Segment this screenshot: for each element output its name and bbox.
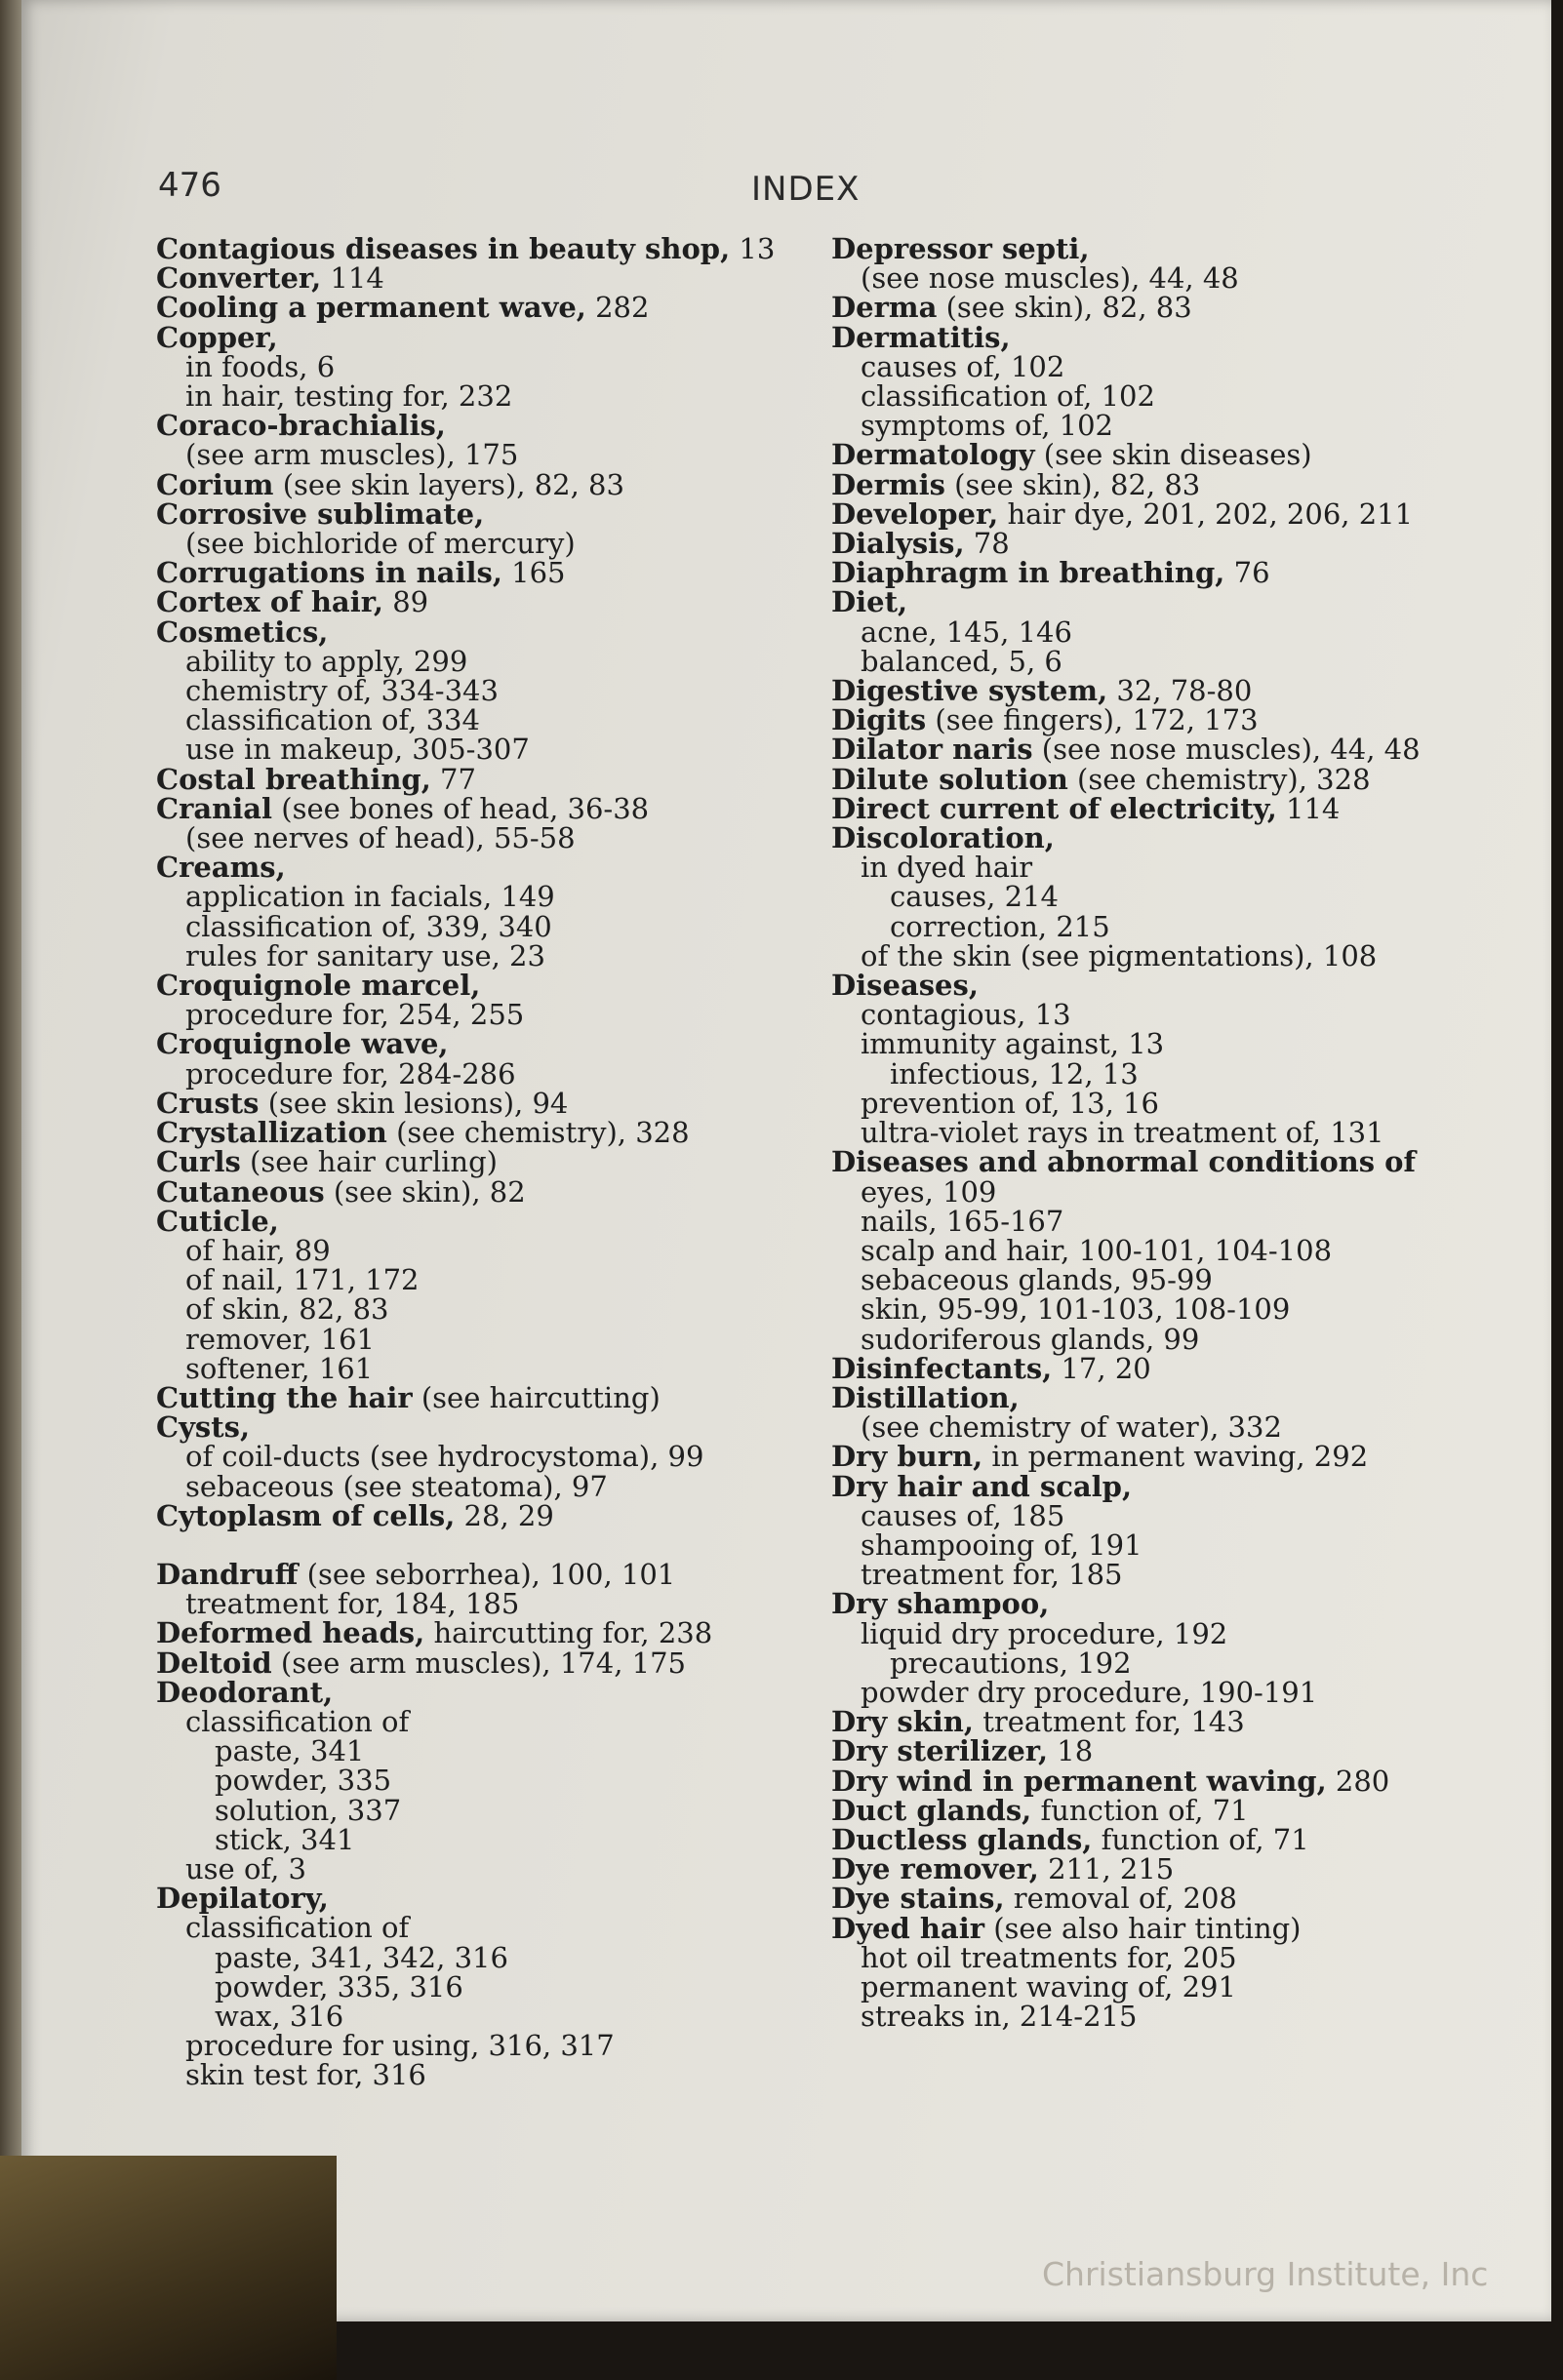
index-subentry <box>831 851 1504 885</box>
index-locator: correction, 215 <box>890 909 1110 943</box>
index-entry <box>831 556 1504 590</box>
index-locator: causes of, 185 <box>861 1498 1065 1532</box>
index-subentry <box>156 880 829 914</box>
index-term: Corium <box>156 467 274 501</box>
index-term: Cuticle, <box>156 1204 279 1238</box>
index-subentry <box>156 1734 829 1768</box>
index-locator: 28, 29 <box>455 1498 554 1532</box>
index-locator: 32, 78-80 <box>1107 674 1253 708</box>
index-term: Cooling a permanent wave, <box>156 291 586 325</box>
index-subentry <box>831 1027 1504 1061</box>
index-locator: of coil-ducts (see hydrocystoma), 99 <box>185 1440 704 1474</box>
index-entry <box>831 674 1504 708</box>
index-locator: (see skin diseases) <box>1034 438 1312 472</box>
index-entry <box>831 1469 1504 1503</box>
index-locator: solution, 337 <box>215 1793 402 1827</box>
index-entry <box>831 1145 1504 1179</box>
index-subentry <box>831 1174 1504 1209</box>
index-entry <box>831 1380 1504 1414</box>
index-locator: removal of, 208 <box>1004 1882 1237 1916</box>
index-subentry <box>156 1969 829 2003</box>
index-term: Cysts, <box>156 1410 251 1445</box>
index-subentry <box>156 1587 829 1621</box>
index-locator: scalp and hair, 100-101, 104-108 <box>861 1233 1333 1267</box>
index-locator: (see chemistry of water), 332 <box>861 1410 1282 1445</box>
index-subentry <box>831 1616 1504 1650</box>
index-locator: (see nose muscles), 44, 48 <box>1032 733 1421 767</box>
index-entry <box>156 969 829 1003</box>
index-entry <box>831 467 1504 501</box>
index-locator: 114 <box>321 261 384 296</box>
index-term: Dandruff <box>156 1557 299 1591</box>
index-entry <box>156 234 829 263</box>
index-subentry <box>156 527 829 561</box>
index-locator: powder, 335 <box>215 1764 392 1798</box>
running-head: INDEX <box>751 170 861 209</box>
index-entry <box>831 1440 1504 1474</box>
index-entry <box>831 291 1504 325</box>
index-locator: (see haircutting) <box>412 1380 661 1414</box>
index-entry <box>156 1616 829 1650</box>
index-locator: classification of, 102 <box>861 379 1155 414</box>
index-locator: eyes, 109 <box>861 1174 997 1209</box>
index-subentry <box>156 1056 829 1091</box>
index-subentry <box>156 1292 829 1327</box>
index-entry <box>156 851 829 885</box>
index-locator: in permanent waving, 292 <box>982 1440 1369 1474</box>
index-subentry <box>156 644 829 678</box>
index-subentry <box>156 998 829 1032</box>
index-entry <box>831 1766 1504 1796</box>
index-term: Dry skin, <box>831 1705 974 1739</box>
watermark: Christiansburg Institute, Inc <box>1042 2255 1489 2293</box>
index-subentry <box>831 938 1504 972</box>
index-locator: (see seborrhea), 100, 101 <box>298 1557 676 1591</box>
index-term: Dilute solution <box>831 762 1068 796</box>
index-locator: use in makeup, 305-307 <box>185 733 530 767</box>
index-locator: ability to apply, 299 <box>185 644 468 678</box>
index-locator: powder, 335, 316 <box>215 1969 463 2003</box>
index-locator: (see chemistry), 328 <box>1067 762 1371 796</box>
index-subentry <box>831 1086 1504 1120</box>
index-subentry <box>156 733 829 767</box>
index-entry <box>831 527 1504 561</box>
index-entry <box>156 762 829 796</box>
index-term: Dry hair and scalp, <box>831 1469 1133 1503</box>
index-subentry <box>831 1056 1504 1091</box>
index-term: Direct current of electricity, <box>831 791 1277 825</box>
index-term: Corrosive sublimate, <box>156 496 485 531</box>
index-subentry <box>831 998 1504 1032</box>
index-locator: function of, 71 <box>1092 1822 1309 1856</box>
index-entry <box>156 1648 829 1678</box>
index-subentry <box>831 880 1504 914</box>
page-corner-shadow <box>0 2156 337 2380</box>
index-entry <box>156 261 829 296</box>
index-term: Cosmetics, <box>156 615 329 649</box>
index-locator: hot oil treatments for, 205 <box>861 1940 1237 1974</box>
index-entry <box>831 791 1504 825</box>
index-subentry <box>831 379 1504 414</box>
index-locator: classification of, 334 <box>185 703 480 737</box>
index-entry <box>156 1145 829 1179</box>
index-term: Contagious diseases in beauty shop, <box>156 232 731 265</box>
index-term: Dilator naris <box>831 733 1033 767</box>
index-entry <box>831 320 1504 354</box>
index-subentry <box>831 1527 1504 1562</box>
index-column-right <box>831 232 1504 2034</box>
index-subentry <box>831 349 1504 383</box>
index-locator: 17, 20 <box>1052 1351 1151 1385</box>
index-locator: function of, 71 <box>1031 1793 1249 1827</box>
index-locator: 280 <box>1326 1764 1390 1798</box>
index-entry <box>831 1351 1504 1385</box>
index-entry <box>156 291 829 325</box>
index-subentry <box>156 1469 829 1503</box>
index-locator: rules for sanitary use, 23 <box>185 938 545 972</box>
index-locator: of hair, 89 <box>185 1233 331 1267</box>
index-term: Dry sterilizer, <box>831 1734 1049 1768</box>
index-locator: in foods, 6 <box>185 349 336 383</box>
index-locator: (see skin), 82 <box>324 1174 526 1209</box>
index-locator: acne, 145, 146 <box>861 615 1072 649</box>
index-entry <box>156 1204 829 1238</box>
index-subentry <box>156 1793 829 1827</box>
index-term: Cutting the hair <box>156 1380 413 1414</box>
index-term: Derma <box>831 291 938 325</box>
index-entry <box>156 1557 829 1591</box>
index-subentry <box>831 1940 1504 1974</box>
index-term: Curls <box>156 1145 241 1179</box>
index-subentry <box>156 349 829 383</box>
index-locator: 13 <box>730 232 776 265</box>
index-subentry <box>156 1822 829 1856</box>
index-entry <box>156 1174 829 1209</box>
index-entry <box>156 556 829 590</box>
index-locator: 282 <box>585 291 650 325</box>
index-entry <box>156 1086 829 1120</box>
index-subentry <box>831 644 1504 678</box>
index-entry <box>831 1854 1504 1884</box>
index-entry <box>156 1116 829 1150</box>
index-locator: chemistry of, 334-343 <box>185 674 499 708</box>
index-locator: liquid dry procedure, 192 <box>861 1616 1228 1650</box>
index-term: Digits <box>831 703 927 737</box>
index-subentry <box>831 1204 1504 1238</box>
index-entry <box>156 1675 829 1709</box>
index-entry <box>156 467 829 501</box>
index-term: Dermis <box>831 467 945 501</box>
index-entry <box>156 585 829 619</box>
index-entry <box>156 409 829 443</box>
index-entry <box>831 1734 1504 1768</box>
index-subentry <box>156 1233 829 1267</box>
index-entry <box>156 791 829 825</box>
index-locator: 76 <box>1224 556 1270 590</box>
index-term: Costal breathing, <box>156 762 431 796</box>
index-entry <box>831 1882 1504 1916</box>
index-term: Dyed hair <box>831 1911 984 1945</box>
index-locator: haircutting for, 238 <box>424 1616 713 1650</box>
index-gap <box>156 1530 829 1560</box>
index-locator: (see hair curling) <box>240 1145 498 1179</box>
index-locator: (see arm muscles), 175 <box>185 438 519 472</box>
index-locator: use of, 3 <box>185 1851 306 1885</box>
index-term: Crusts <box>156 1086 260 1120</box>
index-term: Distillation, <box>831 1380 1020 1414</box>
index-locator: of skin, 82, 83 <box>185 1292 389 1327</box>
index-subentry <box>156 2058 829 2092</box>
index-entry <box>831 1587 1504 1621</box>
index-locator: procedure for, 284-286 <box>185 1056 516 1091</box>
index-locator: (see nerves of head), 55-58 <box>185 821 576 855</box>
index-term: Digestive system, <box>831 674 1108 708</box>
index-term: Coraco-brachialis, <box>156 409 446 443</box>
index-locator: of the skin (see pigmentations), 108 <box>861 938 1378 972</box>
index-term: Cytoplasm of cells, <box>156 1498 456 1532</box>
index-term: Corrugations in nails, <box>156 556 502 590</box>
index-subentry <box>831 1233 1504 1267</box>
index-subentry <box>831 1969 1504 2003</box>
index-term: Croquignole wave, <box>156 1027 449 1061</box>
index-entry <box>156 1410 829 1445</box>
index-locator: streaks in, 214-215 <box>861 2000 1138 2034</box>
index-locator: (see skin), 82, 83 <box>937 291 1192 325</box>
index-term: Converter, <box>156 261 322 296</box>
index-locator: wax, 316 <box>215 1999 344 2033</box>
index-term: Creams, <box>156 851 286 885</box>
index-locator: (see nose muscles), 44, 48 <box>861 261 1239 296</box>
index-subentry <box>156 909 829 943</box>
index-entry <box>831 703 1504 737</box>
index-term: Diaphragm in breathing, <box>831 556 1225 590</box>
index-locator: shampooing of, 191 <box>861 1527 1142 1562</box>
index-locator: 89 <box>383 585 429 619</box>
index-entry <box>156 617 829 647</box>
index-locator: skin test for, 316 <box>185 2058 426 2092</box>
index-subentry <box>156 1911 829 1945</box>
index-locator: infectious, 12, 13 <box>890 1056 1139 1091</box>
index-subentry <box>831 1116 1504 1150</box>
index-locator: (see chemistry), 328 <box>386 1116 690 1150</box>
index-locator: in hair, testing for, 232 <box>185 379 513 414</box>
index-locator: (see also hair tinting) <box>984 1911 1302 1945</box>
index-term: Discoloration, <box>831 821 1055 855</box>
index-term: Deformed heads, <box>156 1616 425 1650</box>
index-subentry <box>156 1704 829 1738</box>
index-entry <box>831 762 1504 796</box>
index-subentry <box>156 674 829 708</box>
index-locator: stick, 341 <box>215 1822 355 1856</box>
index-term: Deodorant, <box>156 1675 334 1709</box>
index-subentry <box>831 617 1504 647</box>
index-subentry <box>831 1292 1504 1327</box>
index-locator: ultra-violet rays in treatment of, 131 <box>861 1116 1384 1150</box>
index-locator: application in facials, 149 <box>185 880 555 914</box>
index-subentry <box>831 1498 1504 1532</box>
index-locator: treatment for, 143 <box>974 1705 1245 1739</box>
index-subentry <box>156 1764 829 1798</box>
index-entry <box>831 496 1504 531</box>
index-term: Dye remover, <box>831 1852 1039 1886</box>
index-locator: symptoms of, 102 <box>861 409 1113 443</box>
page-edge <box>0 0 21 2156</box>
index-locator: paste, 341 <box>215 1734 365 1768</box>
index-entry <box>831 1705 1504 1739</box>
index-term: Dry wind in permanent waving, <box>831 1764 1327 1798</box>
index-term: Diseases, <box>831 969 979 1003</box>
index-locator: sudoriferous glands, 99 <box>861 1322 1200 1356</box>
index-locator: in dyed hair <box>861 851 1033 885</box>
index-locator: (see bichloride of mercury) <box>185 527 576 561</box>
index-locator: (see fingers), 172, 173 <box>926 703 1259 737</box>
index-locator: treatment for, 184, 185 <box>185 1587 520 1621</box>
index-locator: (see bones of head, 36-38 <box>272 791 650 825</box>
index-locator: of nail, 171, 172 <box>185 1263 420 1297</box>
index-locator: remover, 161 <box>185 1322 375 1356</box>
index-entry <box>156 496 829 531</box>
index-term: Diseases and abnormal conditions of <box>831 1145 1417 1179</box>
index-locator: 165 <box>501 556 566 590</box>
index-term: Duct glands, <box>831 1793 1032 1827</box>
page-number: 476 <box>158 166 221 205</box>
index-entry <box>831 1793 1504 1827</box>
index-entry <box>831 823 1504 853</box>
index-term: Dermatitis, <box>831 320 1011 354</box>
index-term: Croquignole marcel, <box>156 969 481 1003</box>
index-entry <box>831 234 1504 263</box>
index-term: Disinfectants, <box>831 1351 1053 1385</box>
index-term: Depilatory, <box>156 1882 329 1916</box>
index-entry <box>831 969 1504 1003</box>
index-subentry <box>831 1410 1504 1445</box>
index-term: Dye stains, <box>831 1882 1005 1916</box>
index-term: Copper, <box>156 320 278 354</box>
index-term: Cortex of hair, <box>156 585 384 619</box>
index-locator: 78 <box>964 527 1010 561</box>
index-entry <box>156 1882 829 1916</box>
index-term: Cutaneous <box>156 1174 325 1209</box>
index-subentry <box>156 379 829 414</box>
index-entry <box>831 1911 1504 1945</box>
index-subentry <box>156 2029 829 2063</box>
index-locator: softener, 161 <box>185 1351 374 1385</box>
index-term: Cranial <box>156 791 273 825</box>
index-entry <box>156 1380 829 1414</box>
index-subentry <box>156 1940 829 1974</box>
index-term: Dry burn, <box>831 1440 983 1474</box>
index-subentry <box>156 1322 829 1356</box>
index-locator: 114 <box>1276 791 1341 825</box>
index-entry <box>831 733 1504 767</box>
index-subentry <box>156 938 829 972</box>
index-term: Dermatology <box>831 438 1035 472</box>
index-subentry <box>831 909 1504 943</box>
index-subentry <box>831 1675 1504 1709</box>
index-subentry <box>831 2000 1504 2034</box>
index-locator: paste, 341, 342, 316 <box>215 1940 508 1974</box>
index-subentry <box>156 703 829 737</box>
index-locator: procedure for, 254, 255 <box>185 998 525 1032</box>
index-term: Deltoid <box>156 1646 272 1680</box>
index-locator: sebaceous glands, 95-99 <box>861 1263 1213 1297</box>
index-locator: permanent waving of, 291 <box>861 1969 1236 2003</box>
index-subentry <box>156 1851 829 1885</box>
index-subentry <box>156 823 829 853</box>
index-subentry <box>156 1351 829 1385</box>
index-term: Diet, <box>831 585 908 619</box>
index-locator: precautions, 192 <box>890 1646 1132 1680</box>
index-subentry <box>831 1263 1504 1297</box>
index-locator: prevention of, 13, 16 <box>861 1086 1159 1120</box>
index-term: Crystallization <box>156 1116 387 1150</box>
index-locator: (see skin lesions), 94 <box>259 1086 569 1120</box>
index-locator: classification of <box>185 1911 410 1945</box>
index-locator: classification of <box>185 1704 410 1738</box>
index-locator: causes of, 102 <box>861 349 1065 383</box>
index-entry <box>156 320 829 354</box>
index-entry <box>156 1498 829 1532</box>
index-locator: treatment for, 185 <box>861 1558 1123 1592</box>
index-locator: 211, 215 <box>1038 1852 1175 1886</box>
index-subentry <box>156 438 829 472</box>
index-locator: sebaceous (see steatoma), 97 <box>185 1469 608 1503</box>
index-locator: (see skin), 82, 83 <box>944 467 1201 501</box>
index-entry <box>831 1822 1504 1856</box>
index-subentry <box>831 1322 1504 1356</box>
index-locator: 18 <box>1048 1734 1094 1768</box>
index-subentry <box>156 1440 829 1474</box>
index-term: Dry shampoo, <box>831 1587 1050 1621</box>
index-locator: nails, 165-167 <box>861 1204 1064 1238</box>
index-entry <box>831 585 1504 619</box>
index-locator: (see arm muscles), 174, 175 <box>271 1646 686 1680</box>
index-subentry <box>156 1999 829 2033</box>
index-term: Depressor septi, <box>831 232 1090 265</box>
index-locator: balanced, 5, 6 <box>861 644 1062 678</box>
index-term: Developer, <box>831 496 999 531</box>
index-column-left <box>156 234 829 2090</box>
index-term: Dialysis, <box>831 527 965 561</box>
index-locator: powder dry procedure, 190-191 <box>861 1675 1318 1709</box>
index-locator: skin, 95-99, 101-103, 108-109 <box>861 1292 1291 1327</box>
index-subentry <box>831 1558 1504 1592</box>
index-locator: causes, 214 <box>890 880 1059 914</box>
index-locator: hair dye, 201, 202, 206, 211 <box>998 496 1414 531</box>
index-locator: contagious, 13 <box>861 998 1071 1032</box>
index-term: Ductless glands, <box>831 1822 1093 1856</box>
index-subentry <box>831 409 1504 443</box>
index-locator: classification of, 339, 340 <box>185 909 552 943</box>
index-locator: 77 <box>430 762 476 796</box>
index-entry <box>831 438 1504 472</box>
index-entry <box>156 1027 829 1061</box>
index-subentry <box>156 1263 829 1297</box>
index-subentry <box>831 1648 1504 1678</box>
index-locator: procedure for using, 316, 317 <box>185 2029 615 2063</box>
index-locator: immunity against, 13 <box>861 1027 1165 1061</box>
index-locator: (see skin layers), 82, 83 <box>273 467 624 501</box>
index-subentry <box>831 261 1504 296</box>
